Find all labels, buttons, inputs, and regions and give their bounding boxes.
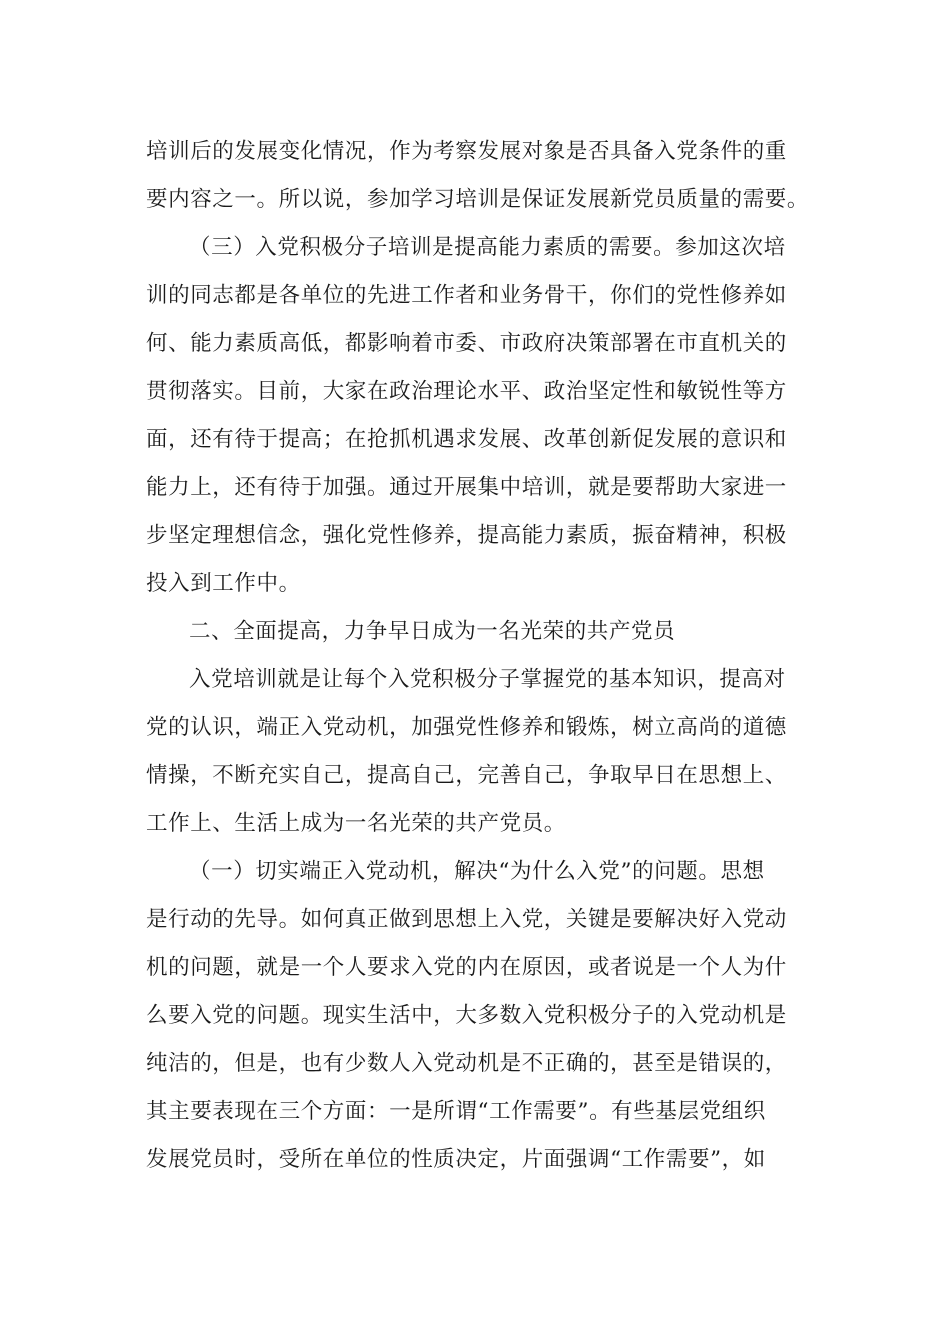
document-body	[146, 128, 810, 1184]
text-line: 步坚定理想信念，强化党性修养，提高能力素质，振奋精神，积极	[146, 523, 787, 548]
text-line: 投入到工作中。	[146, 571, 301, 596]
text-line: 纯洁的，但是，也有少数人入党动机是不正确的，甚至是错误的，	[146, 1051, 787, 1076]
text-line: 培训后的发展变化情况，作为考察发展对象是否具备入党条件的重	[146, 139, 787, 164]
text-line: 是行动的先导。如何真正做到思想上入党，关键是要解决好入党动	[146, 907, 787, 932]
text-line: 党的认识，端正入党动机，加强党性修养和锻炼，树立高尚的道德	[146, 715, 787, 740]
text-line: 贯彻落实。目前，大家在政治理论水平、政治坚定性和敏锐性等方	[146, 379, 787, 404]
text-line: 何、能力素质高低，都影响着市委、市政府决策部署在市直机关的	[146, 331, 787, 356]
text-line: 能力上，还有待于加强。通过开展集中培训，就是要帮助大家进一	[146, 475, 787, 500]
text-line: 机的问题，就是一个人要求入党的内在原因，或者说是一个人为什	[146, 955, 787, 980]
text-line: （三）入党积极分子培训是提高能力素质的需要。参加这次培	[189, 235, 786, 260]
text-line: （一）切实端正入党动机，解决“为什么入党”的问题。思想	[189, 859, 765, 884]
text-line: 要内容之一。所以说，参加学习培训是保证发展新党员质量的需要。	[146, 187, 810, 212]
text-line: 工作上、生活上成为一名光荣的共产党员。	[146, 811, 566, 836]
text-line: 训的同志都是各单位的先进工作者和业务骨干，你们的党性修养如	[146, 283, 787, 308]
text-line: 入党培训就是让每个入党积极分子掌握党的基本知识，提高对	[189, 667, 786, 692]
text-line: 其主要表现在三个方面：一是所谓“工作需要”。有些基层党组织	[146, 1099, 766, 1124]
text-line: 面，还有待于提高；在抢抓机遇求发展、改革创新促发展的意识和	[146, 427, 787, 452]
text-line: 么要入党的问题。现实生活中，大多数入党积极分子的入党动机是	[146, 1003, 787, 1028]
text-line: 发展党员时，受所在单位的性质决定，片面强调“工作需要”，如	[146, 1147, 766, 1172]
text-line: 情操，不断充实自己，提高自己，完善自己，争取早日在思想上、	[146, 763, 787, 788]
section-heading: 二、全面提高，力争早日成为一名光荣的共产党员	[189, 619, 676, 644]
